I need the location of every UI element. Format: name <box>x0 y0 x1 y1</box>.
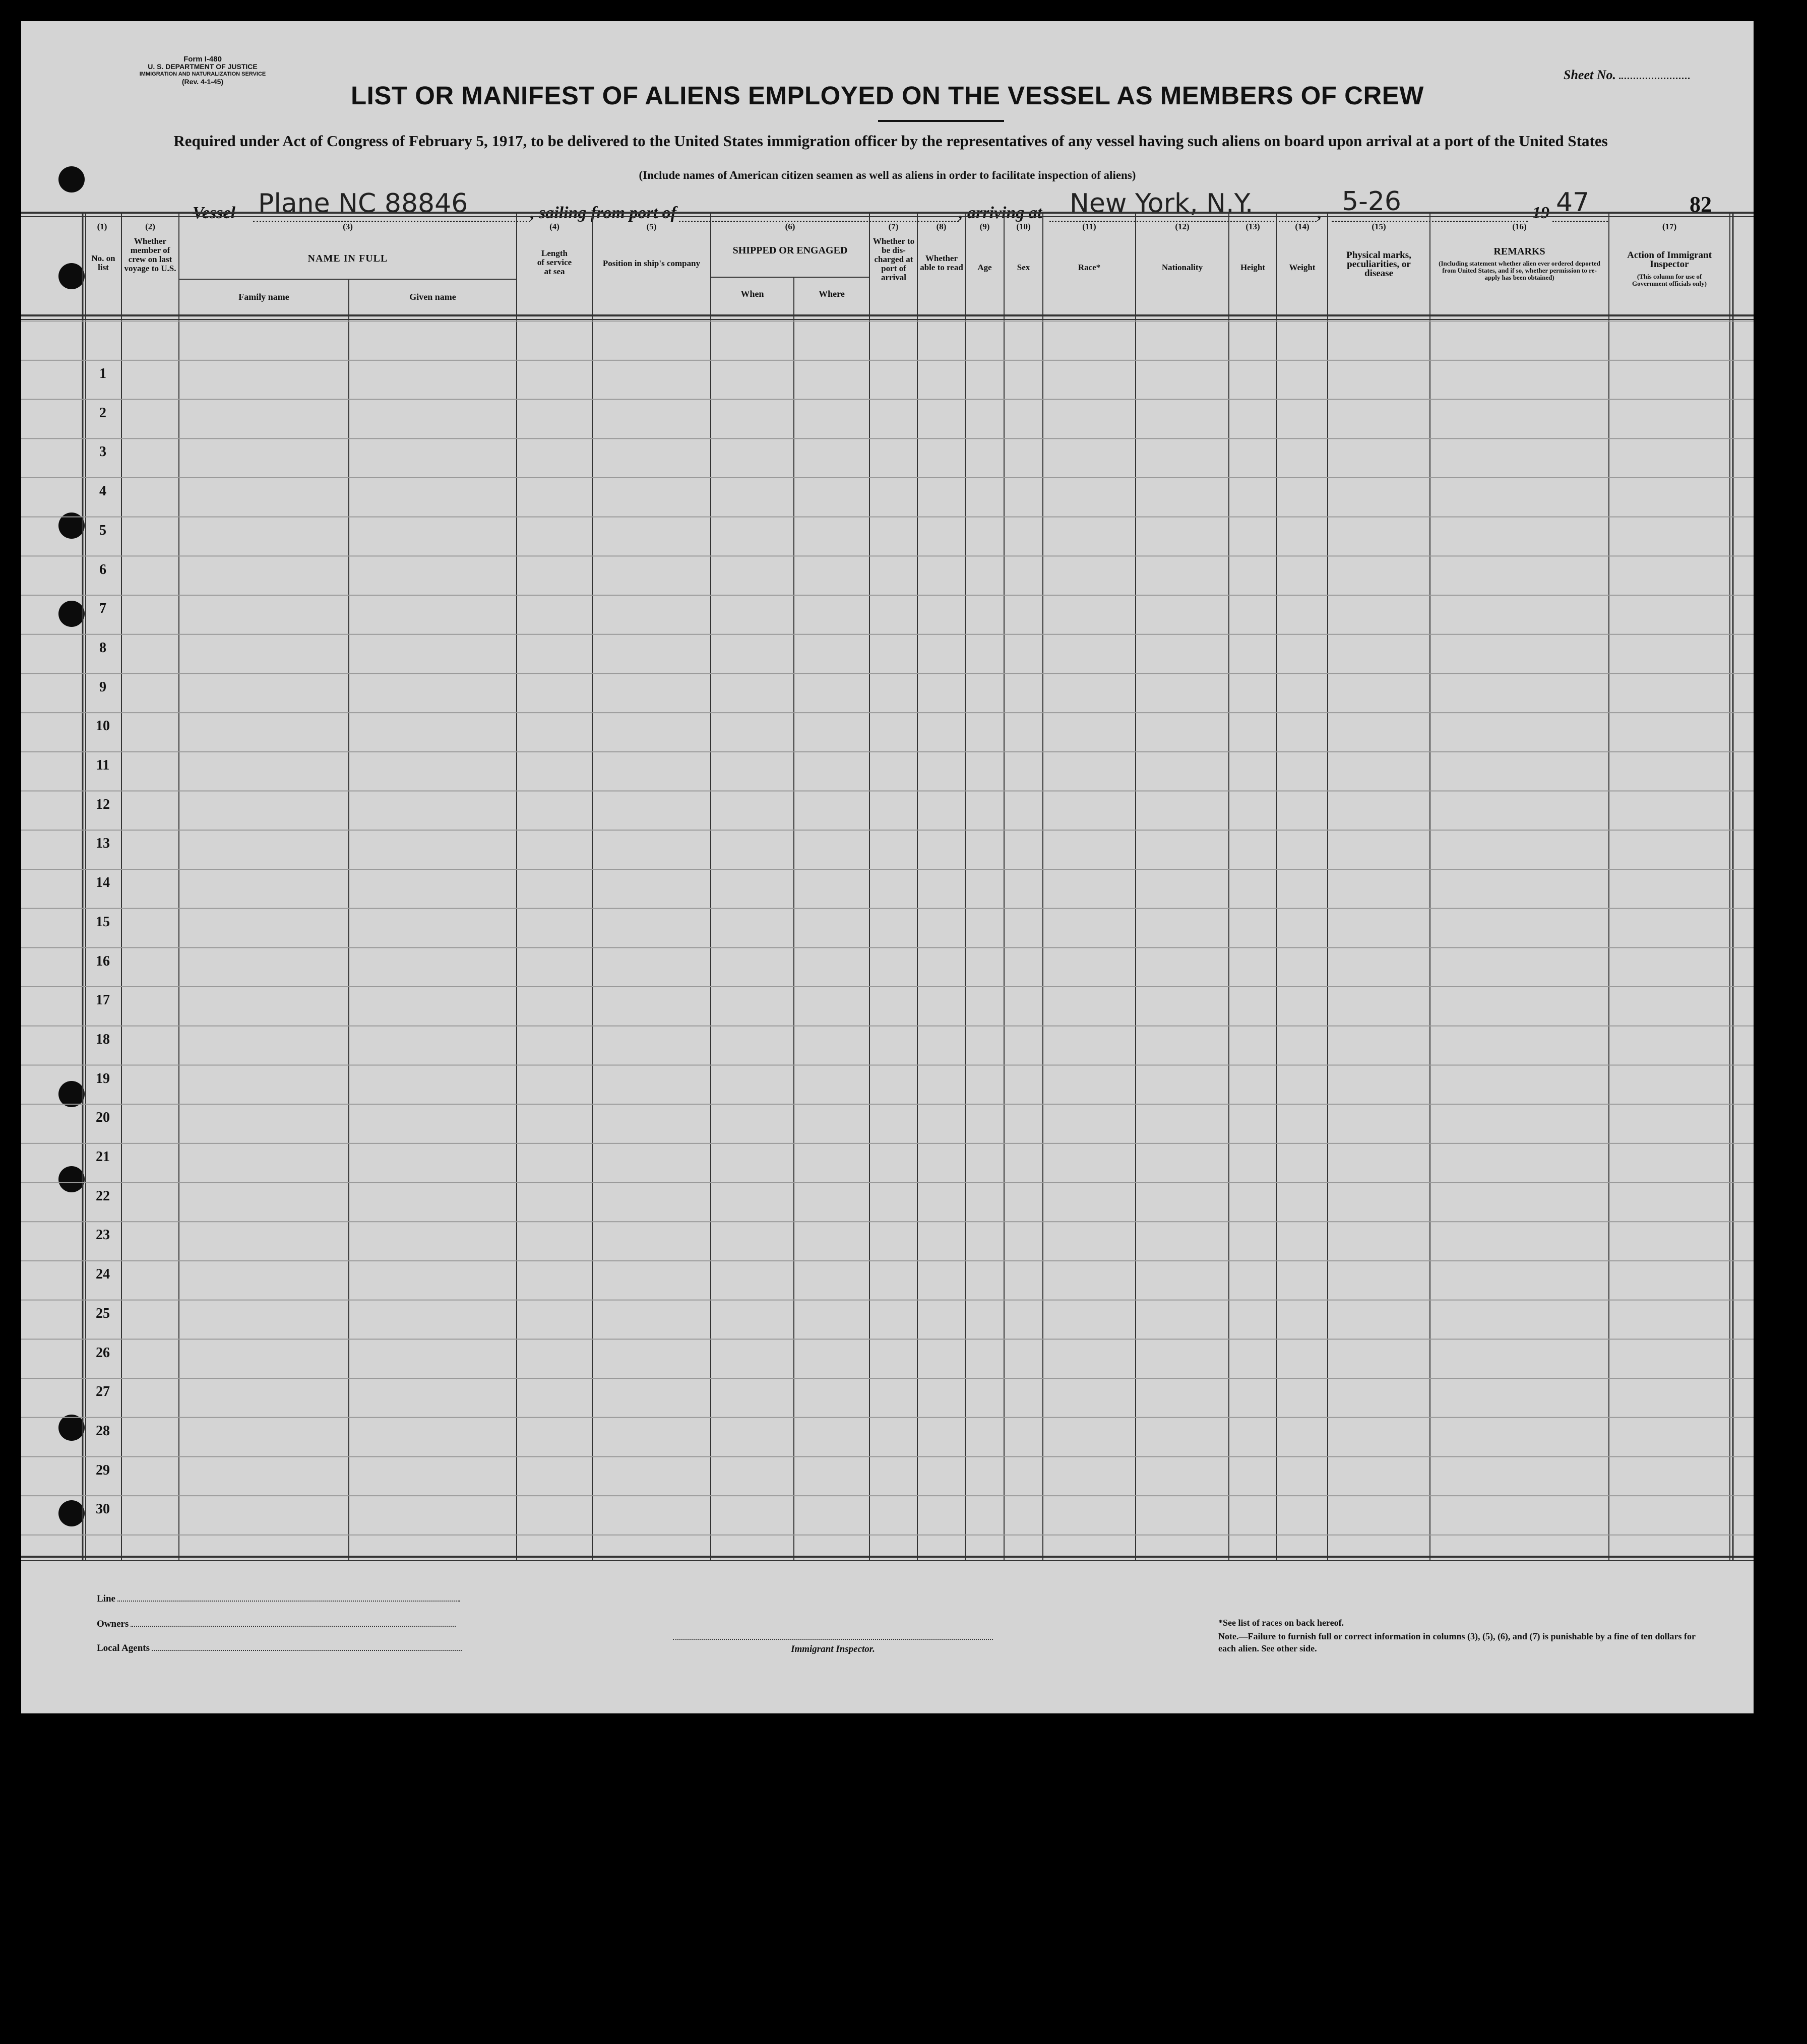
agents-field[interactable] <box>152 1650 462 1651</box>
col-header-member-of-crew: Whether member of crew on last voyage to U.S. <box>124 236 176 273</box>
row-number-28: 28 <box>96 1423 110 1439</box>
penalty-note: Note.—Failure to furnish full or correct information in columns (3), (5), (6), and (7) is punishable by a fine of ten dollars for each alien. See other side. <box>1218 1631 1696 1653</box>
col-header-position: Position in ship's company <box>602 259 701 268</box>
include-note: (Include names of American citizen seamen as well as aliens in order to facilitate inspection of aliens) <box>639 169 1136 181</box>
row-number-8: 8 <box>99 640 106 656</box>
row-number-20: 20 <box>96 1110 110 1126</box>
row-number-17: 17 <box>96 992 110 1008</box>
comma-sep: , <box>1318 204 1322 222</box>
col-header-remarks-note: (Including statement whether alien ever ordered deported from United States, and if so, whether permission to re-apply has been obtained) <box>1439 260 1600 281</box>
col-header-where: Where <box>819 289 845 299</box>
col-header-physical-marks: Physical marks, peculiarities, or disease <box>1346 250 1411 279</box>
col-num-17: (17) <box>1662 222 1677 231</box>
footer-owners <box>97 1619 456 1630</box>
col-num-12: (12) <box>1175 222 1190 231</box>
row-number-23: 23 <box>96 1227 110 1243</box>
row-number-18: 18 <box>96 1031 110 1047</box>
row-number-3: 3 <box>99 444 106 460</box>
col-num-2: (2) <box>145 222 155 231</box>
col-num-13: (13) <box>1245 222 1260 231</box>
col-num-1: (1) <box>97 222 107 231</box>
vessel-label: Vessel <box>193 204 235 222</box>
inspector-label: Immigrant Inspector. <box>791 1644 875 1654</box>
year-value[interactable]: 47 <box>1556 187 1590 218</box>
row-number-11: 11 <box>96 757 110 773</box>
col-num-9: (9) <box>979 222 990 231</box>
year-prefix: 19 <box>1532 204 1549 222</box>
agents-label: Local Agents <box>97 1643 150 1653</box>
vessel-value[interactable]: Plane NC 88846 <box>258 188 468 219</box>
col-header-family-name: Family name <box>238 292 289 302</box>
race-note: *See list of races on back hereof. <box>1218 1618 1344 1628</box>
line-field[interactable] <box>117 1601 460 1602</box>
row-number-7: 7 <box>99 601 106 617</box>
inspector-signature-line[interactable] <box>673 1639 993 1640</box>
row-number-15: 15 <box>96 914 110 930</box>
col-header-height: Height <box>1240 263 1266 272</box>
col-header-action: Action of Immigrant Inspector <box>1627 250 1712 270</box>
requirement-text: Required under Act of Congress of February 5, 1917, to be delivered to the United States immigration officer by the representatives of any vessel having such aliens on board upon arrival at a port of the United States <box>173 132 1608 150</box>
row-number-21: 21 <box>96 1149 110 1165</box>
row-number-13: 13 <box>96 836 110 852</box>
arriving-value[interactable]: New York, N.Y. <box>1070 188 1254 219</box>
footer-line <box>97 1593 460 1605</box>
col-header-sex: Sex <box>1017 263 1030 272</box>
col-num-3: (3) <box>343 222 353 231</box>
col-num-10: (10) <box>1016 222 1031 231</box>
col-num-5: (5) <box>646 222 657 231</box>
date-value[interactable]: 5-26 <box>1342 186 1402 217</box>
col-header-remarks: REMARKS <box>1493 246 1545 257</box>
row-number-29: 29 <box>96 1462 110 1478</box>
row-number-26: 26 <box>96 1345 110 1361</box>
row-number-16: 16 <box>96 953 110 969</box>
col-header-no-on-list: No. on list <box>91 253 115 272</box>
sailing-label: , sailing from port of <box>530 204 676 222</box>
col-header-discharged: Whether to be dis-charged at port of arrival <box>873 236 915 282</box>
form-title: LIST OR MANIFEST OF ALIENS EMPLOYED ON THE VESSEL AS MEMBERS OF CREW <box>351 81 1424 110</box>
page-number: 82 <box>1690 192 1712 217</box>
col-header-able-to-read: Whether able to read <box>920 253 963 272</box>
footer-agents <box>97 1643 462 1654</box>
col-header-name-in-full: NAME IN FULL <box>307 253 388 264</box>
row-number-2: 2 <box>99 405 106 421</box>
row-number-6: 6 <box>99 561 106 578</box>
owners-label: Owners <box>97 1619 129 1629</box>
col-num-15: (15) <box>1372 222 1386 231</box>
row-number-25: 25 <box>96 1305 110 1321</box>
col-header-length-of-service: Length of service at sea <box>537 248 572 276</box>
col-header-action-note: (This column for use of Government officials only) <box>1632 273 1707 287</box>
col-num-14: (14) <box>1295 222 1310 231</box>
row-number-22: 22 <box>96 1188 110 1204</box>
row-number-5: 5 <box>99 522 106 538</box>
col-header-when: When <box>740 289 764 299</box>
col-num-4: (4) <box>549 222 559 231</box>
arriving-label: , arriving at <box>959 204 1042 222</box>
row-number-1: 1 <box>99 366 106 381</box>
row-number-4: 4 <box>99 483 106 499</box>
manifest-sheet <box>21 21 1754 1713</box>
revision: (Rev. 4-1-45) <box>181 78 224 86</box>
col-header-race: Race* <box>1078 263 1101 272</box>
col-header-age: Age <box>977 263 992 272</box>
col-header-nationality: Nationality <box>1161 263 1203 272</box>
row-number-27: 27 <box>96 1384 110 1400</box>
row-number-9: 9 <box>99 679 106 695</box>
col-header-weight: Weight <box>1289 263 1316 272</box>
col-num-11: (11) <box>1082 222 1096 231</box>
col-num-8: (8) <box>936 222 947 231</box>
row-number-30: 30 <box>96 1501 110 1517</box>
form-id: Form I-480 <box>183 55 222 63</box>
row-number-24: 24 <box>96 1266 110 1283</box>
service: IMMIGRATION AND NATURALIZATION SERVICE <box>139 71 266 77</box>
col-num-16: (16) <box>1512 222 1527 231</box>
sheet-label: Sheet No. <box>1564 68 1616 82</box>
department: U. S. DEPARTMENT OF JUSTICE <box>148 62 258 71</box>
col-num-7: (7) <box>888 222 899 231</box>
row-number-19: 19 <box>96 1070 110 1087</box>
row-number-14: 14 <box>96 875 110 891</box>
row-number-12: 12 <box>96 796 110 812</box>
row-number-10: 10 <box>96 718 110 734</box>
col-header-shipped-or-engaged: SHIPPED OR ENGAGED <box>732 245 848 256</box>
line-label: Line <box>97 1593 115 1604</box>
col-num-6: (6) <box>785 222 795 231</box>
owners-field[interactable] <box>131 1626 456 1627</box>
col-header-given-name: Given name <box>409 292 456 302</box>
